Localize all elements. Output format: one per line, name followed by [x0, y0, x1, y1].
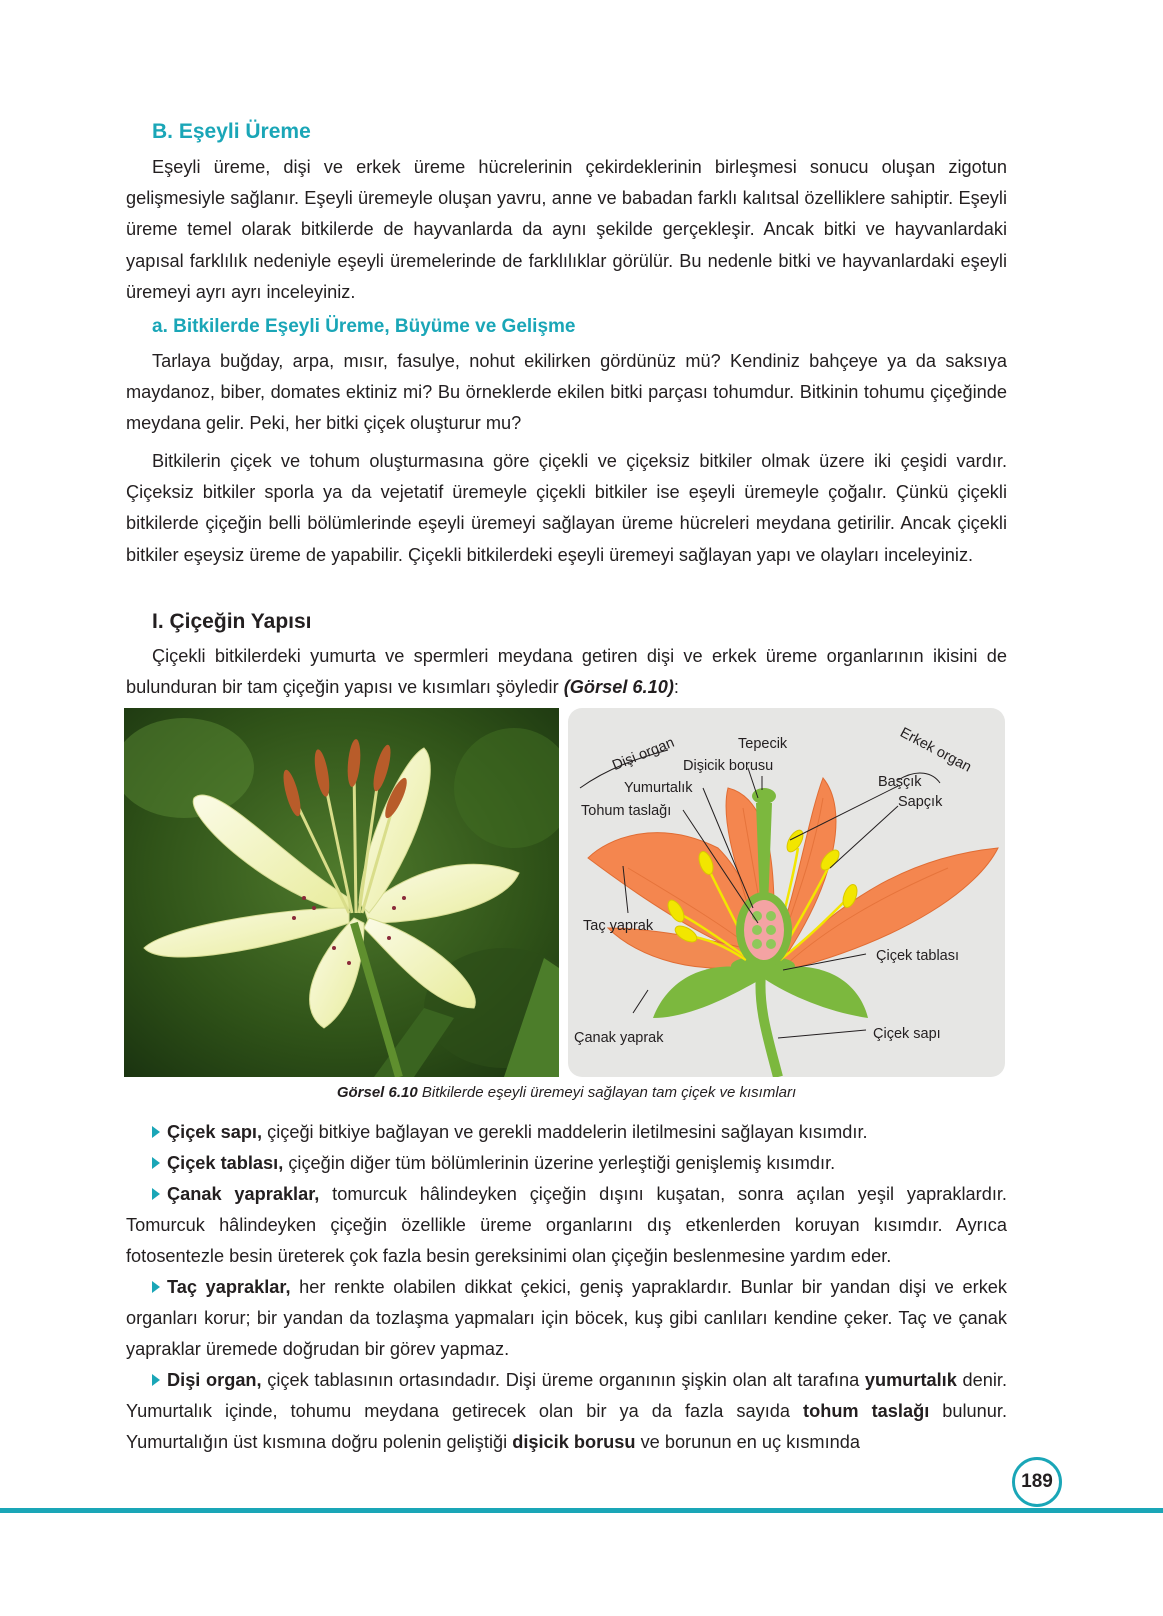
section-heading: B. Eşeyli Üreme [152, 120, 311, 143]
label-sepal: Çanak yaprak [574, 1030, 664, 1046]
bullet-text: çiçeği bitkiye bağlayan ve gerekli maddelerin iletilmesini sağlayan kısımdır. [262, 1122, 868, 1142]
bold-term: dişicik borusu [512, 1432, 636, 1453]
bullet-text: denir. Yumurtalık içinde, tohumu meydana getirecek olan bir ya da fazla sayıda [126, 1370, 1008, 1422]
subsection-paragraph-2: Bitkilerin çiçek ve tohum oluşturmasına göre çiçekli ve çiçeksiz bitkiler olmak üzere iki çeşidi vardır. Çiçeksiz bitkiler sporla ya da vejetatif üremeyle çiçekli bitkiler ise eşeyli üremeyle çoğalır. Çünkü çiçekli bitkilerde çiçeğin belli bölümlerinde eşeyli üremeyi sağlayan üreme hücreleri meydana getirilir. Ancak çiçekli bitkiler eşeysiz üreme de yapabilir. Çiçekli bitkilerdeki eşeyli üremeyi sağlayan yapı ve olayları inceleyiniz. [126, 451, 1007, 565]
flower-diagram [568, 708, 1005, 1077]
bullet-sepals [126, 1179, 1007, 1273]
bullet-arrow-icon [152, 1188, 160, 1200]
subsection-paragraph-1: Tarlaya buğday, arpa, mısır, fasulye, nohut ekilirken gördünüz mü? Kendiniz bahçeye ya da saksıya maydanoz, biber, domates ektiniz mi? Bu örneklerde ekilen bitki parçası tohumdur. Bitkinin tohumu çiçeğinde meydana gelir. Peki, her bitki çiçek oluşturur mu? [126, 351, 1007, 434]
label-petal: Taç yaprak [583, 918, 654, 934]
bullet-female-organ [126, 1365, 1007, 1459]
figure-reference: (Görsel 6.10) [563, 677, 674, 698]
flower-intro-text: Çiçekli bitkilerdeki yumurta ve spermleri meydana getiren dişi ve erkek üreme organlarının ikisini de bulunduran bir tam çiçeğin yapısı ve kısımları şöyledir [126, 646, 1007, 698]
label-female-organ: Dişi organ [610, 734, 677, 775]
label-receptacle: Çiçek tablası [876, 948, 960, 964]
bullet-text: her renkte olabilen dikkat çekici, geniş yapraklardır. Bunlar bir yandan dişi ve erkek organları korur; bir yandan da tozlaşma yapmaları için böcek, kuş gibi canlıları kendine çeker. Taç ve çanak yapraklar üremede doğrudan bir görev yapmaz. [126, 1277, 1008, 1360]
bold-term: yumurtalık [864, 1370, 957, 1390]
bullet-petals [126, 1272, 1007, 1366]
label-filament: Sapçık [898, 794, 943, 810]
label-pedicel: Çiçek sapı [873, 1026, 941, 1042]
label-style: Dişicik borusu [683, 758, 774, 774]
figure-caption [126, 1084, 1007, 1101]
label-ovary: Yumurtalık [624, 780, 693, 796]
bullet-receptacle [126, 1148, 1007, 1179]
subsection-heading: a. Bitkilerde Eşeyli Üreme, Büyüme ve Gelişme [152, 316, 576, 337]
bullet-pedicel [126, 1117, 1007, 1148]
bullet-term: Çiçek sapı, [167, 1122, 263, 1142]
page-number: 189 [1012, 1457, 1062, 1507]
flower-diagram-svg [568, 708, 1005, 1077]
caption-text: Bitkilerde eşeyli üremeyi sağlayan tam çiçek ve kısımları [417, 1084, 797, 1101]
flower-structure-heading: I. Çiçeğin Yapısı [152, 610, 312, 633]
flower-structure-intro [126, 641, 1007, 703]
bold-term: tohum taslağı [803, 1401, 930, 1422]
label-stigma: Tepecik [738, 736, 788, 752]
label-ovule: Tohum taslağı [581, 803, 672, 819]
bullet-arrow-icon [152, 1126, 160, 1138]
bullet-term: Çiçek tablası, [167, 1153, 284, 1173]
footer-rule [0, 1508, 1163, 1513]
lily-photo-image [124, 708, 559, 1077]
bullet-arrow-icon [152, 1374, 160, 1386]
caption-ref: Görsel 6.10 [336, 1084, 418, 1101]
bullet-text: bulunur. Yumurtalığın üst kısmına doğru polenin geliştiği [126, 1401, 1007, 1453]
bullet-text: tomurcuk hâlindeyken çiçeğin dışını kuşatan, sonra açılan yeşil yapraklardır. Tomurcuk hâlindeyken çiçeğin özellikle üreme organlarını dış etkenlerden koruyan kısımdır. Ayrıca fotosentezle besin üreterek çok fazla besin gereksinimi olan çiçeğin beslenmesine yardım eder. [126, 1184, 1007, 1267]
bullet-arrow-icon [152, 1281, 160, 1293]
lily-photo [124, 708, 559, 1077]
bullet-term: Taç yapraklar, [167, 1277, 291, 1297]
section-intro-paragraph: Eşeyli üreme, dişi ve erkek üreme hücrelerinin çekirdeklerinin birleşmesi sonucu oluşan zigotun gelişmesiyle sağlanır. Eşeyli üremeyle oluşan yavru, anne ve babadan farklı kalıtsal özelliklere sahiptir. Eşeyli üreme temel olarak bitkilerde de hayvanlarda da aynı şekilde gerçekleşir. Ancak bitki ve hayvanlardaki yapısal farklılık nedeniyle eşeyli üremelerinde de farklılıklar görülür. Bu nedenle bitki ve hayvanlardaki eşeyli üremeyi ayrı ayrı inceleyiniz. [126, 157, 1007, 302]
bullet-arrow-icon [152, 1157, 160, 1169]
flower-intro-end: : [673, 677, 679, 698]
bullet-term: Dişi organ, [167, 1370, 262, 1390]
label-male-organ: Erkek organ [897, 724, 974, 776]
bullet-text: ve borunun en uç kısmında [635, 1432, 860, 1453]
bullet-text: çiçeğin diğer tüm bölümlerinin üzerine yerleştiği genişlemiş kısımdır. [283, 1153, 836, 1173]
label-anther: Başçık [878, 774, 922, 790]
bullet-term: Çanak yapraklar, [167, 1184, 320, 1204]
bullet-text: çiçek tablasının ortasındadır. Dişi üreme organının şişkin olan alt tarafına [261, 1370, 865, 1390]
